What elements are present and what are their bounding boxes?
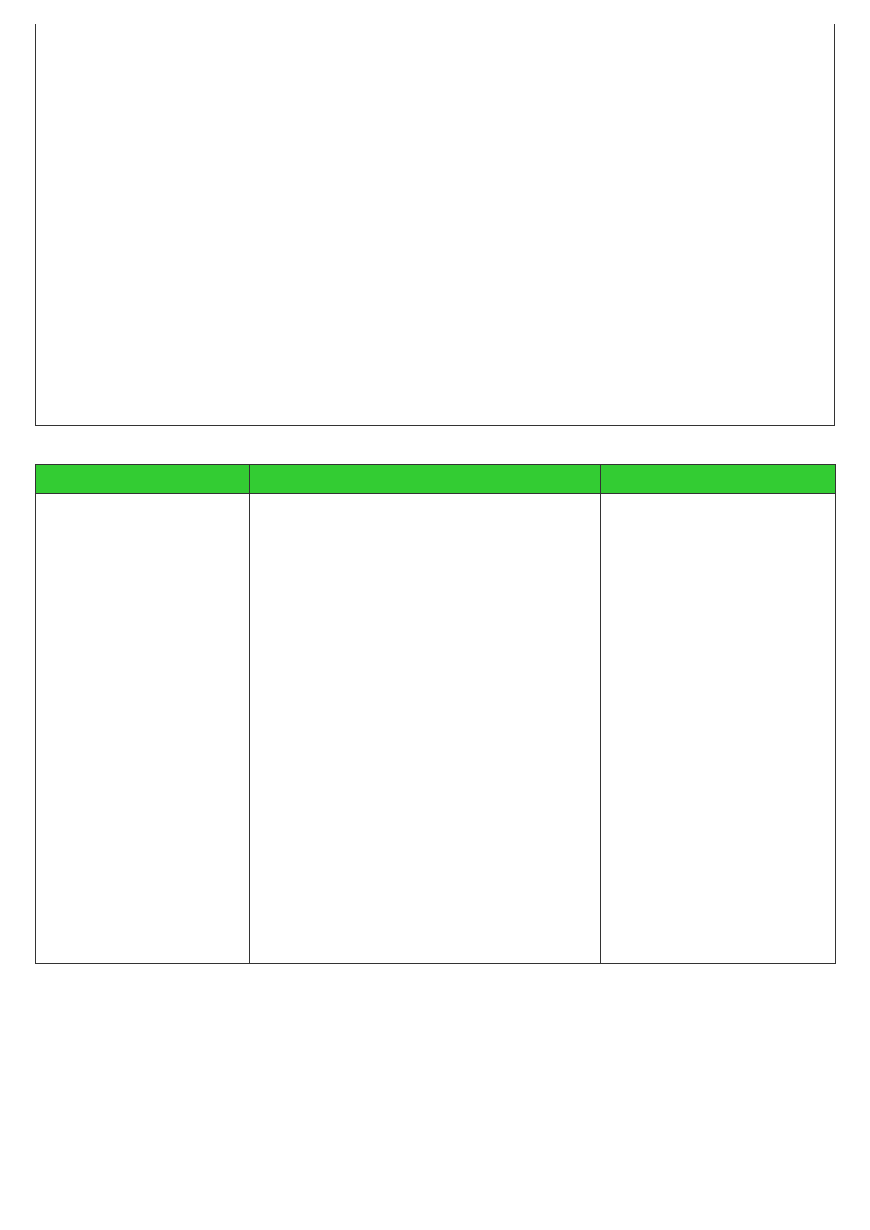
header-damage-scope [250,465,601,494]
table-header-row [36,465,836,494]
coverage-table [35,464,836,964]
table-body-row [36,494,836,964]
paid-cases-cell [36,494,250,964]
header-unpaid-cases [601,465,836,494]
damage-scope-cell [250,494,601,964]
header-paid-cases [36,465,250,494]
exclusions-box [35,24,835,426]
unpaid-cases-cell [601,494,836,964]
